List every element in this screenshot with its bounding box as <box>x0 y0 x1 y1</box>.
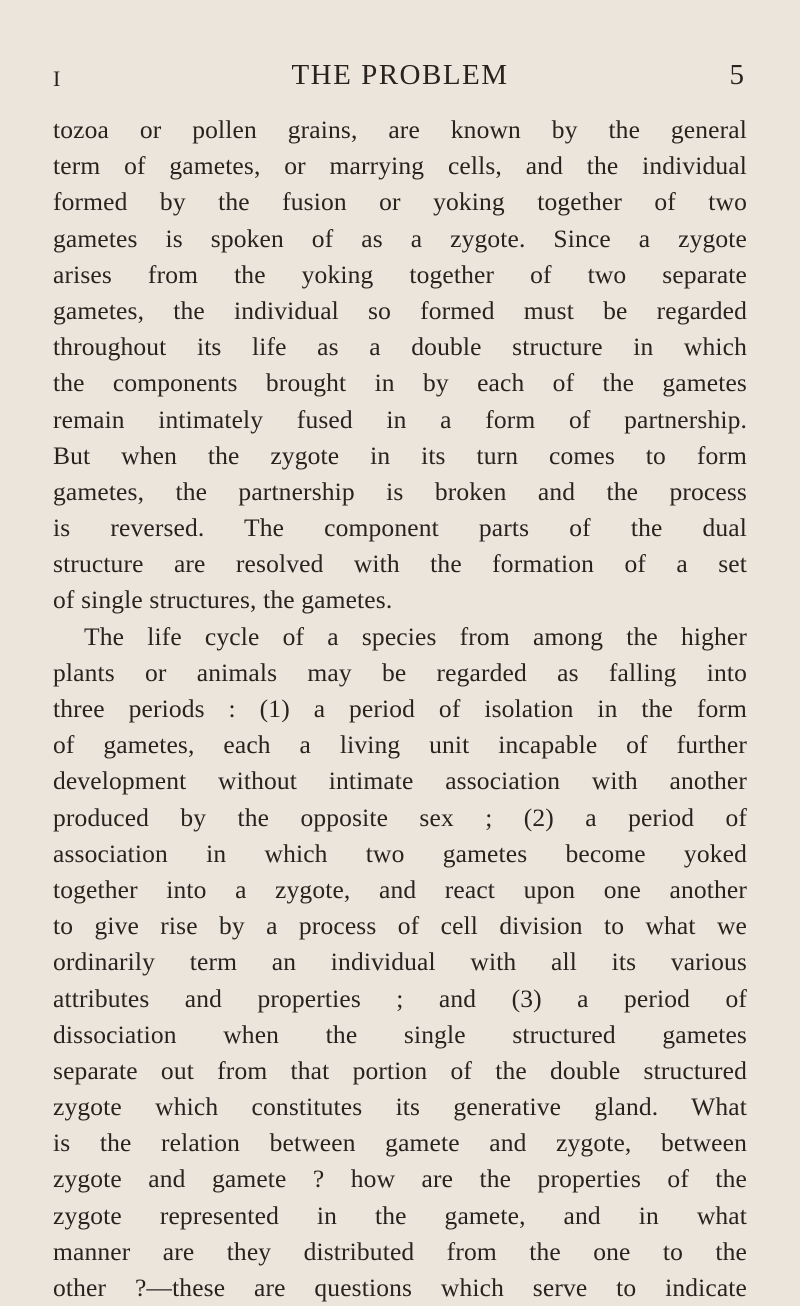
text-line: development without intimate association with another <box>53 766 747 796</box>
text-line: the components brought in by each of the gametes <box>53 368 747 398</box>
text-line: term of gametes, or marrying cells, and the individual <box>53 151 747 181</box>
text-line: zygote represented in the gamete, and in what <box>53 1200 747 1230</box>
text-line: plants or animals may be regarded as falling into <box>53 657 747 687</box>
running-head <box>50 57 750 97</box>
text-line: association in which two gametes become yoked <box>53 838 747 868</box>
text-line: structure are resolved with the formation of a set <box>53 549 747 579</box>
text-line: dissociation when the single structured gametes <box>53 1019 747 1049</box>
page-number: 5 <box>729 59 744 91</box>
text-line: The life cycle of a species from among the higher <box>84 621 747 651</box>
text-line: arises from the yoking together of two separate <box>53 259 747 289</box>
text-line: But when the zygote in its turn comes to form <box>53 440 747 470</box>
text-line: throughout its life as a double structure in which <box>53 332 747 362</box>
text-line: gametes, the partnership is broken and the process <box>53 476 747 506</box>
text-line: formed by the fusion or yoking together of two <box>53 187 747 217</box>
text-line: manner are they distributed from the one to the <box>53 1236 747 1266</box>
text-line: ordinarily term an individual with all its various <box>53 947 747 977</box>
chapter-number: I <box>53 66 61 91</box>
text-line: other ?—these are questions which serve to indicate <box>53 1273 747 1302</box>
text-line: attributes and properties ; and (3) a period of <box>53 983 747 1013</box>
text-line: separate out from that portion of the double structured <box>53 1055 747 1085</box>
text-line: to give rise by a process of cell division to what we <box>53 911 747 941</box>
text-line: zygote which constitutes its generative gland. What <box>53 1092 747 1122</box>
text-line: gametes is spoken of as a zygote. Since a zygote <box>53 223 747 253</box>
text-line: together into a zygote, and react upon one another <box>53 874 747 904</box>
text-line: of gametes, each a living unit incapable of further <box>53 730 747 760</box>
body-text <box>53 112 747 1306</box>
text-line: is reversed. The component parts of the dual <box>53 513 747 543</box>
text-line: produced by the opposite sex ; (2) a period of <box>53 802 747 832</box>
text-line: zygote and gamete ? how are the properties of the <box>53 1164 747 1194</box>
text-line: remain intimately fused in a form of partnership. <box>53 404 747 434</box>
text-line: is the relation between gamete and zygote, between <box>53 1128 747 1158</box>
text-line: of single structures, the gametes. <box>53 585 393 615</box>
text-line: tozoa or pollen grains, are known by the general <box>53 115 747 144</box>
running-head-title: THE PROBLEM <box>291 59 509 91</box>
text-line: gametes, the individual so formed must be regarded <box>53 295 747 325</box>
text-line: three periods : (1) a period of isolation in the form <box>53 694 747 723</box>
